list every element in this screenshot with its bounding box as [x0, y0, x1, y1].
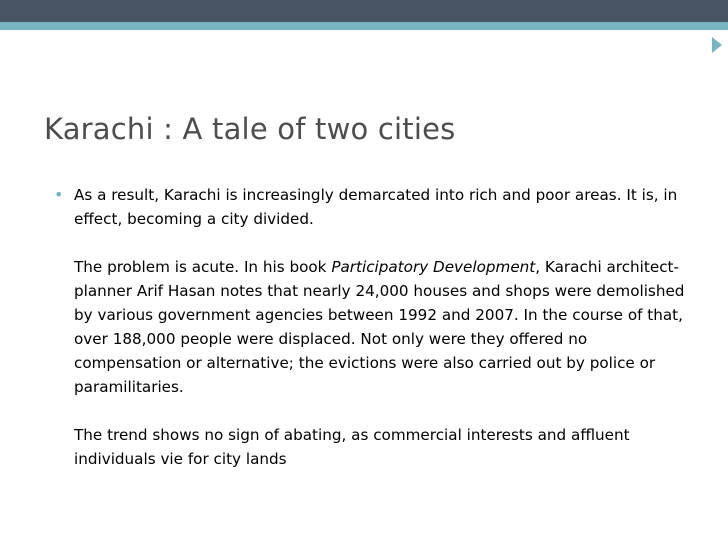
paragraph-2-body: , Karachi architect-planner Arif Hasan notes that nearly 24,000 houses and shops were demolished by various government agencies between 1992 and 2007. In the course of that, over 188,000 people were displaced. Not only were they offered no compensation or alternative; the evictions were also carried out by police or paramilitaries. — [74, 258, 685, 396]
paragraph-2 — [74, 255, 696, 399]
accent-bar — [0, 22, 728, 30]
top-bar — [0, 0, 728, 22]
triangle-icon — [712, 37, 722, 53]
slide-title: Karachi : A tale of two cities — [44, 112, 456, 146]
paragraph-3: The trend shows no sign of abating, as commercial interests and affluent individuals vie for city lands — [74, 426, 630, 468]
bullet-icon: • — [54, 185, 64, 204]
book-title: Participatory Development — [331, 258, 536, 276]
paragraph-2-intro: The problem is acute. In his book — [74, 258, 332, 276]
slide-content — [56, 183, 696, 471]
paragraph-1: As a result, Karachi is increasingly demarcated into rich and poor areas. It is, in effect, becoming a city divided. — [74, 186, 678, 228]
